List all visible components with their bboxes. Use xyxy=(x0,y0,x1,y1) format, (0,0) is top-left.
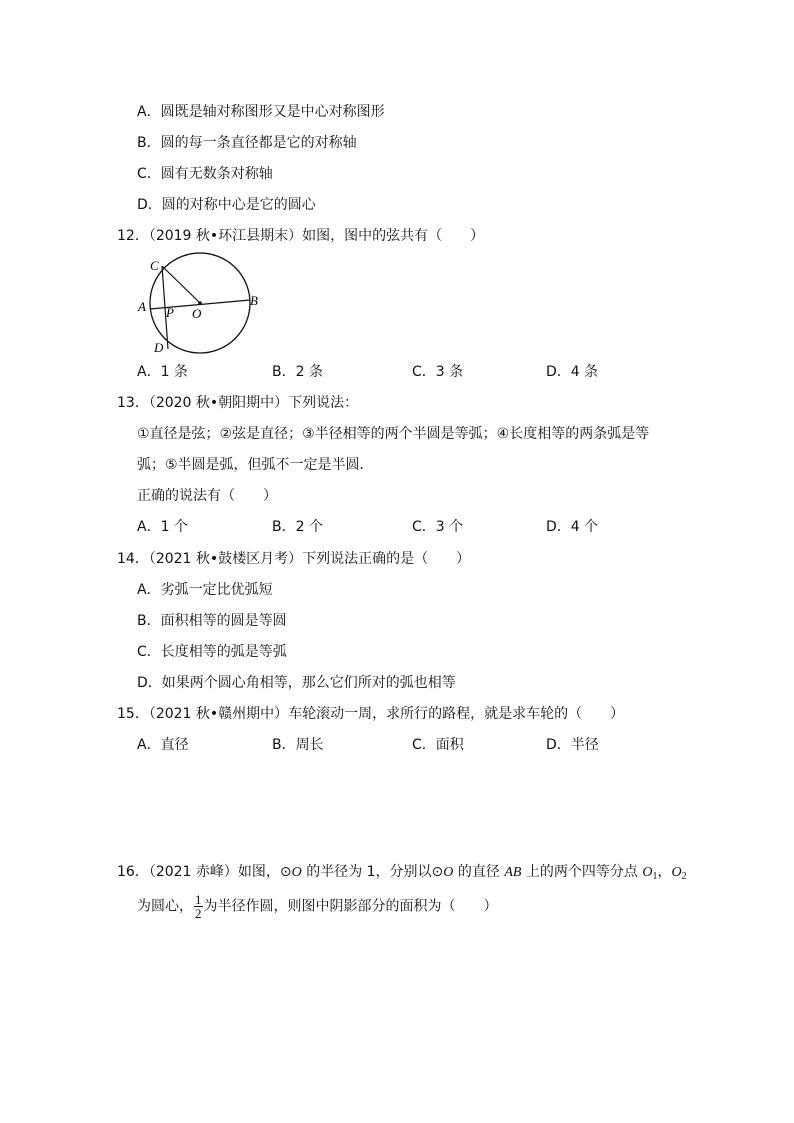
q16-fraction-numerator: 1 xyxy=(195,892,202,907)
q12-option-d: D．4 条 xyxy=(546,364,599,380)
q16-text-1: 16．（2021 赤峰）如图，⊙ xyxy=(117,864,292,880)
q13-option-b: B．2 个 xyxy=(272,519,323,535)
q16-text-5: 为圆心， xyxy=(137,898,193,915)
q12-stem: 12．（2019 秋•环江县期末）如图，图中的弦共有（ ） xyxy=(117,228,485,244)
q15-option-d: D．半径 xyxy=(546,737,599,753)
q16-text-2: 的半径为 1，分别以⊙ xyxy=(301,864,444,880)
q13-prompt: 正确的说法有（ ） xyxy=(137,488,277,504)
q14-option-d: D．如果两个圆心角相等，那么它们所对的弧也相等 xyxy=(137,675,456,691)
q16-var-o2: O xyxy=(671,865,682,880)
label-c: C xyxy=(150,258,159,273)
q15-stem: 15．（2021 秋•赣州期中）车轮滚动一周，求所行的路程，就是求车轮的（ ） xyxy=(117,706,625,722)
radius-co xyxy=(162,266,200,303)
q15-option-c: C．面积 xyxy=(412,737,464,753)
label-a: A xyxy=(138,299,146,314)
q12-option-c: C．3 条 xyxy=(412,364,464,380)
q12-option-a: A．1 条 xyxy=(137,364,188,380)
label-o: O xyxy=(192,306,202,321)
q11-option-c: C．圆有无数条对称轴 xyxy=(137,166,273,182)
q11-option-b: B．圆的每一条直径都是它的对称轴 xyxy=(137,135,357,151)
q12-option-b: B．2 条 xyxy=(272,364,323,380)
q15-option-a: A．直径 xyxy=(137,737,189,753)
q11-option-a: A．圆既是轴对称图形又是中心对称图形 xyxy=(137,104,385,120)
q16-stem-line1 xyxy=(117,862,687,887)
q16-var-ab: AB xyxy=(504,865,522,880)
q12-circle-figure xyxy=(132,252,272,362)
q16-text-6: 为半径作圆，则图中阴影部分的面积为（ ） xyxy=(203,898,498,915)
q14-option-b: B．面积相等的圆是等圆 xyxy=(137,613,287,629)
q14-option-a: A．劣弧一定比优弧短 xyxy=(137,582,273,598)
q16-var-o-1: O xyxy=(291,865,302,880)
q16-sub-2: 2 xyxy=(681,871,687,882)
q13-option-d: D．4 个 xyxy=(546,519,599,535)
q16-fraction xyxy=(194,893,203,920)
label-b: B xyxy=(250,293,258,308)
q16-var-o-2: O xyxy=(443,865,454,880)
q13-option-c: C．3 个 xyxy=(412,519,464,535)
label-d: D xyxy=(154,340,164,355)
q14-stem: 14．（2021 秋•鼓楼区月考）下列说法正确的是（ ） xyxy=(117,551,471,567)
q14-option-c: C．长度相等的弧是等弧 xyxy=(137,644,287,660)
q16-fraction-denominator: 2 xyxy=(195,906,202,921)
center-point xyxy=(198,301,202,305)
q13-option-a: A．1 个 xyxy=(137,519,188,535)
q13-statements-line2: 弧；⑤半圆是弧，但弧不一定是半圆． xyxy=(137,457,374,473)
q16-comma: ， xyxy=(657,864,672,880)
q16-stem-line2 xyxy=(137,893,498,920)
q16-text-3: 的直径 xyxy=(453,864,505,880)
q16-sub-1: 1 xyxy=(652,871,658,882)
q13-statements-line1: ①直径是弦；②弦是直径；③半径相等的两个半圆是等弧；④长度相等的两条弧是等 xyxy=(137,426,650,442)
q11-option-d: D．圆的对称中心是它的圆心 xyxy=(137,197,316,213)
q15-option-b: B．周长 xyxy=(272,737,324,753)
q16-text-4: 上的两个四等分点 xyxy=(521,864,643,880)
label-p: P xyxy=(166,305,174,320)
q13-stem: 13．（2020 秋•朝阳期中）下列说法： xyxy=(117,395,359,411)
q16-var-o1: O xyxy=(642,865,653,880)
